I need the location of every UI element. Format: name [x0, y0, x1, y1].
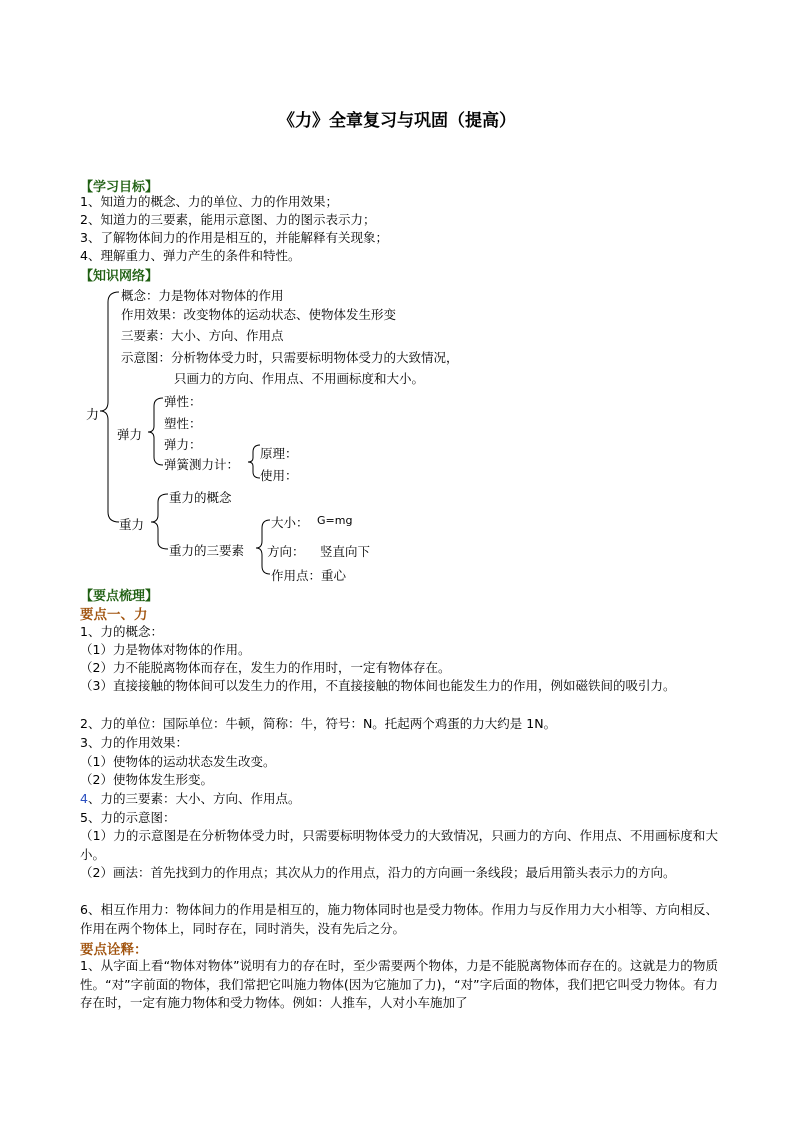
section-goals: 【学习目标】 [80, 180, 159, 195]
mindmap-diagram: 示意图：分析物体受力时，只需要标明物体受力的大致情况， [121, 350, 459, 365]
explain-paragraph: 1、从字面上看“物体对物体”说明有力的存在时，至少需要两个物体，力是不能脱离物体而存在的。这就是力的物质性。“对”字前面的物体，我们常把它叫施力物体(因为它施加了力)，“对”字后面的物体，我们把它叫受力物体。有力存在时，一定有施力物体和受力物体。例如：人推车，人对小车施加了 [80, 958, 718, 1010]
elastic-item: 弹力： [164, 437, 202, 452]
point-line: （2）使物体发生形变。 [80, 772, 213, 787]
gravity-dir-value: 竖直向下 [320, 544, 371, 559]
mindmap-effect: 作用效果：改变物体的运动状态、使物体发生形变 [121, 307, 397, 322]
elastic-item: 弹簧测力计： [164, 457, 240, 472]
elastic-item: 塑性： [164, 416, 202, 431]
mindmap-gravity: 重力 [119, 517, 145, 532]
point1-heading: 要点一、力 [80, 607, 148, 623]
point-line: （2）力不能脱离物体而存在，发生力的作用时，一定有物体存在。 [80, 660, 451, 675]
goal-item: 1、知道力的概念、力的单位、力的作用效果； [80, 194, 338, 209]
point-paragraph: （2）画法：首先找到力的作用点；其次从力的作用点，沿力的方向画一条线段；最后用箭头表示力的方向。 [80, 865, 676, 880]
point-paragraph: （3）直接接触的物体间可以发生力的作用，不直接接触的物体间也能发生力的作用，例如磁铁间的吸引力。 [80, 678, 676, 693]
explain-heading: 要点诠释： [80, 942, 148, 958]
goal-item: 4、理解重力、弹力产生的条件和特性。 [80, 248, 301, 263]
page-title: 《力》全章复习与巩固（提高） [278, 111, 516, 131]
gravity-size-value: G=mg [317, 514, 353, 527]
mindmap-diagram-cont: 只画力的方向、作用点、不用画标度和大小。 [174, 371, 425, 386]
mindmap-root: 力 [86, 408, 100, 423]
point-number: 4 [80, 791, 88, 806]
goal-item: 2、知道力的三要素，能用示意图、力的图示表示力； [80, 212, 376, 227]
gravity-three: 重力的三要素 [169, 543, 245, 558]
gravity-size-label: 大小： [271, 515, 309, 530]
gravity-point: 作用点：重心 [271, 568, 347, 583]
mindmap-elastic: 弹力 [117, 427, 143, 442]
spring-item: 使用： [260, 468, 298, 483]
section-points: 【要点梳理】 [80, 589, 159, 604]
point-line: 2、力的单位：国际单位：牛顿，简称：牛，符号：N。托起两个鸡蛋的力大约是 1N。 [80, 716, 557, 731]
point-line: 1、力的概念： [80, 624, 163, 639]
section-network: 【知识网络】 [80, 269, 159, 284]
point-line: 3、力的作用效果： [80, 735, 188, 750]
point-line: 5、力的示意图： [80, 810, 176, 825]
goal-item: 3、了解物体间力的作用是相互的，并能解释有关现象； [80, 230, 388, 245]
point-paragraph: 6、相互作用力：物体间力的作用是相互的，施力物体同时也是受力物体。作用力与反作用力大小相等、方向相反、作用在两个物体上，同时存在，同时消失，没有先后之分。 [80, 902, 718, 936]
spring-item: 原理： [260, 446, 298, 461]
gravity-concept: 重力的概念 [169, 490, 232, 505]
point-line: （1）使物体的运动状态发生改变。 [80, 754, 276, 769]
elastic-item: 弹性： [164, 394, 202, 409]
point-line: （1）力是物体对物体的作用。 [80, 642, 251, 657]
mindmap-three: 三要素：大小、方向、作用点 [121, 328, 284, 343]
mindmap-concept: 概念：力是物体对物体的作用 [121, 288, 284, 303]
gravity-dir-label: 方向： [267, 544, 305, 559]
point-text: 、力的三要素：大小、方向、作用点。 [87, 791, 301, 806]
point-line [80, 790, 300, 808]
point-paragraph: （1）力的示意图是在分析物体受力时，只需要标明物体受力的大致情况，只画力的方向、作用点、不用画标度和大小。 [80, 828, 718, 862]
